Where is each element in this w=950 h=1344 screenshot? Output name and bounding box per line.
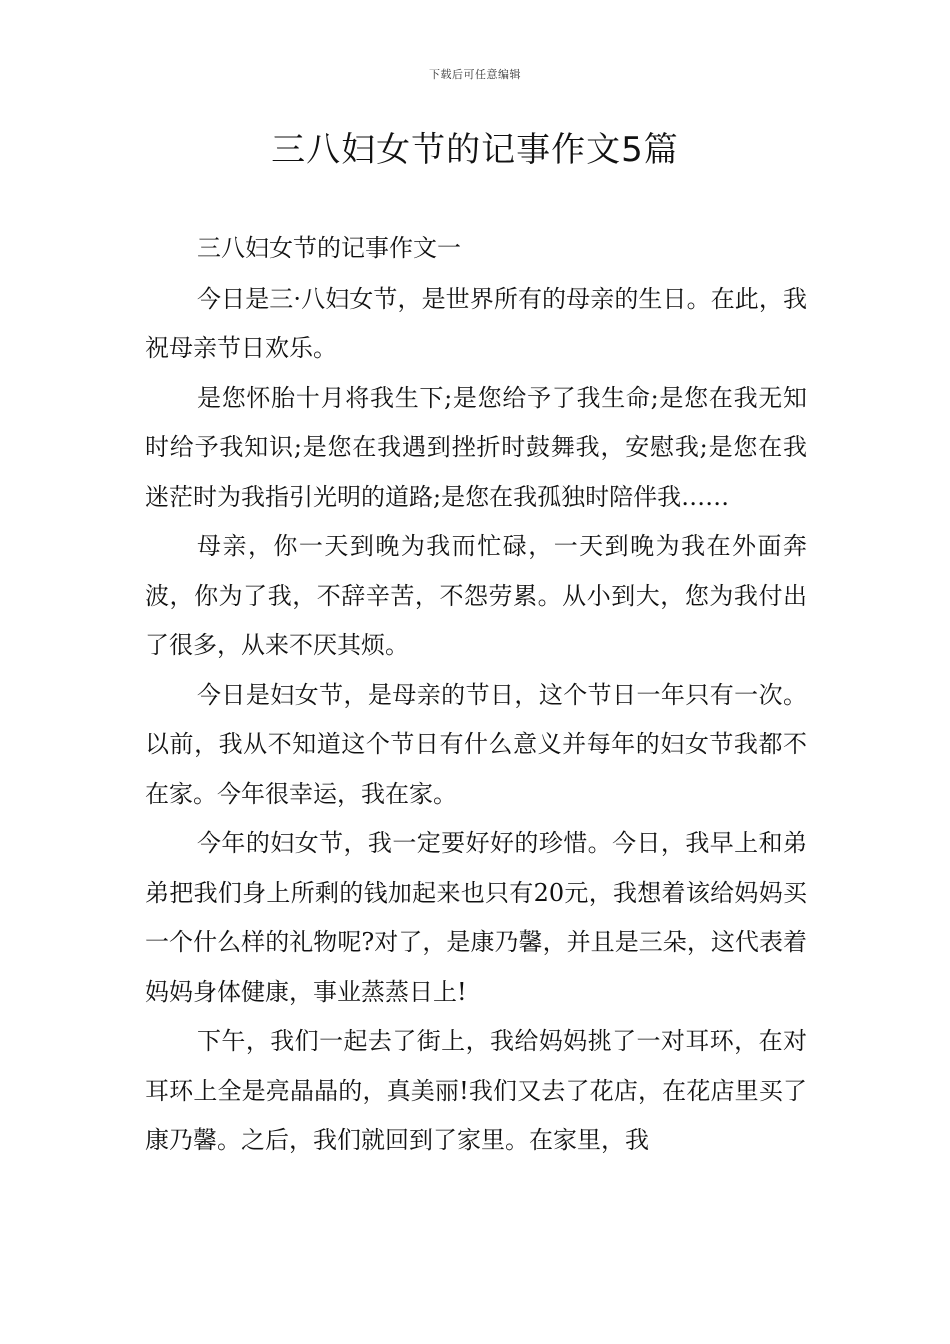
document-title: 三八妇女节的记事作文5篇 (271, 130, 679, 170)
paragraph: 今日是妇女节，是母亲的节日，这个节日一年只有一次。以前，我从不知道这个节日有什么意义并每年的妇女节我都不在家。今年很幸运，我在家。 (145, 680, 807, 808)
paragraph: 下午，我们一起去了街上，我给妈妈挑了一对耳环，在对耳环上全是亮晶晶的，真美丽!我们又去了花店，在花店里买了康乃馨。之后，我们就回到了家里。在家里，我 (145, 1027, 807, 1154)
header-note: 下载后可任意编辑 (429, 68, 521, 81)
paragraph: 今日是三·八妇女节，是世界所有的母亲的生日。在此，我祝母亲节日欢乐。 (145, 284, 807, 362)
paragraph: 母亲，你一天到晚为我而忙碌，一天到晚为我在外面奔波，你为了我，不辞辛苦，不怨劳累。从小到大，您为我付出了很多，从来不厌其烦。 (145, 532, 807, 659)
section-heading: 三八妇女节的记事作文一 (197, 234, 461, 262)
paragraph: 今年的妇女节，我一定要好好的珍惜。今日，我早上和弟弟把我们身上所剩的钱加起来也只有20元，我想着该给妈妈买一个什么样的礼物呢?对了，是康乃馨，并且是三朵，这代表着妈妈身体健康，事业蒸蒸日上! (145, 829, 807, 1006)
paragraph: 是您怀胎十月将我生下;是您给予了我生命;是您在我无知时给予我知识;是您在我遇到挫折时鼓舞我，安慰我;是您在我迷茫时为我指引光明的道路;是您在我孤独时陪伴我…… (145, 383, 807, 511)
document-body (145, 224, 807, 1166)
